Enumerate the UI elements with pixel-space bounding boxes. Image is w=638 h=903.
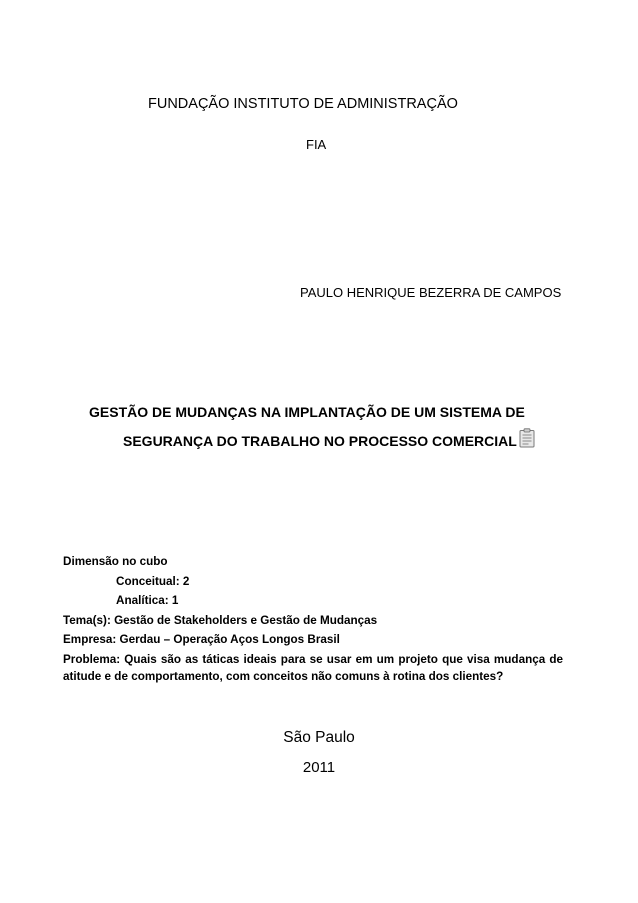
thesis-title-line-1: GESTÃO DE MUDANÇAS NA IMPLANTAÇÃO DE UM SISTEMA DE	[89, 404, 525, 420]
note-icon[interactable]	[519, 428, 536, 448]
institution-abbreviation: FIA	[306, 137, 327, 152]
thesis-title-line-2: SEGURANÇA DO TRABALHO NO PROCESSO COMERCIAL	[123, 433, 517, 449]
themes: Tema(s): Gestão de Stakeholders e Gestão de Mudanças	[63, 613, 378, 627]
institution-name: FUNDAÇÃO INSTITUTO DE ADMINISTRAÇÃO	[148, 96, 458, 112]
problem-statement: Problema: Quais são as táticas ideais para se usar em um projeto que visa mudança de atitude e de comportamento, com conceitos não comuns à rotina dos clientes?	[63, 652, 563, 683]
city: São Paulo	[283, 729, 355, 746]
cube-dimension-label: Dimensão no cubo	[63, 555, 168, 568]
metadata-block	[63, 552, 563, 685]
author-name: PAULO HENRIQUE BEZERRA DE CAMPOS	[300, 285, 562, 300]
analytical-dimension: Analítica: 1	[116, 594, 179, 607]
year: 2011	[302, 759, 336, 776]
conceptual-dimension: Conceitual: 2	[116, 574, 190, 588]
company: Empresa: Gerdau – Operação Aços Longos Brasil	[63, 633, 340, 646]
